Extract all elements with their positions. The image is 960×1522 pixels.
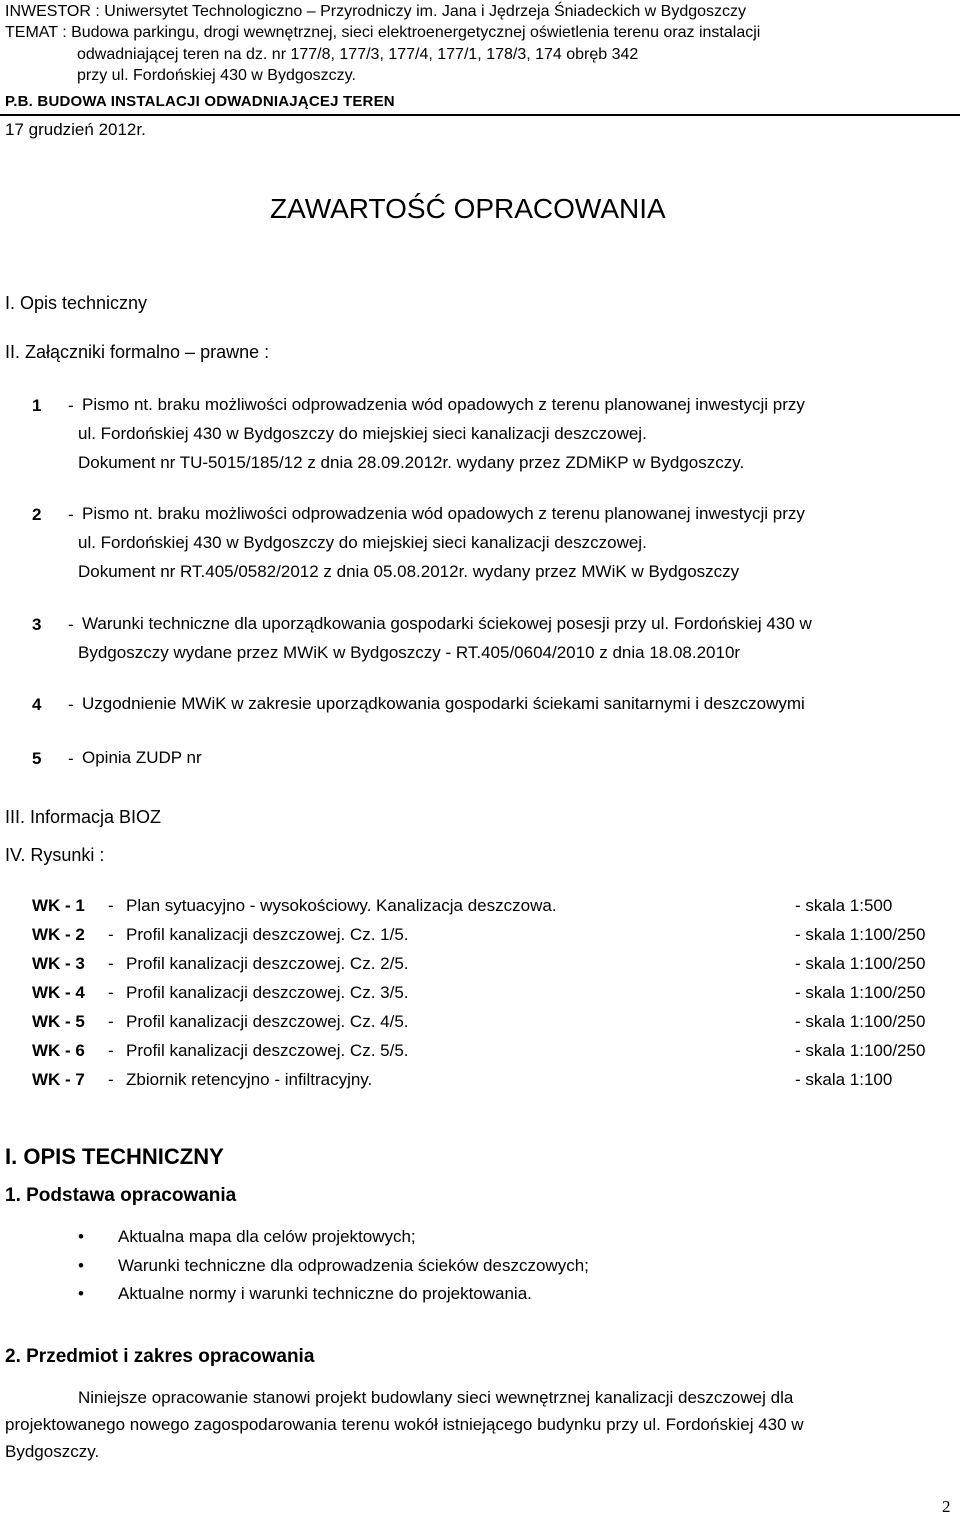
attachment-2-line-2: ul. Fordońskiej 430 w Bydgoszczy do miejskiej sieci kanalizacji deszczowej. <box>78 533 647 552</box>
drawing-description: Zbiornik retencyjno - infiltracyjny. <box>126 1070 373 1089</box>
subsection-przedmiot: 2. Przedmiot i zakres opracowania <box>5 1346 315 1367</box>
drawing-dash: - <box>108 925 114 944</box>
drawing-code: WK - 1 <box>32 896 85 915</box>
section-informacja-bioz: III. Informacja BIOZ <box>5 807 162 827</box>
attachment-number: 5 <box>32 749 42 768</box>
attachment-number: 2 <box>32 505 42 524</box>
drawing-scale: - skala 1:100/250 <box>795 1041 926 1060</box>
attachment-3-line-2: Bydgoszczy wydane przez MWiK w Bydgoszczy - RT.405/0604/2010 z dnia 18.08.2010r <box>78 643 741 662</box>
section-rysunki: IV. Rysunki : <box>5 845 105 865</box>
drawing-code: WK - 4 <box>32 983 85 1002</box>
section-opis-techniczny: I. Opis techniczny <box>5 293 148 313</box>
header-divider <box>0 114 960 116</box>
attachment-number: 4 <box>32 695 42 714</box>
section-zalaczniki: II. Załączniki formalno – prawne : <box>5 342 270 362</box>
drawing-scale: - skala 1:100/250 <box>795 1012 926 1031</box>
bullet-item: Aktualna mapa dla celów projektowych; <box>118 1227 416 1246</box>
paragraph-line-2: projektowanego nowego zagospodarowania terenu wokół istniejącego budynku przy ul. Fordońskiej 430 w <box>5 1415 804 1434</box>
header-temat-line-1: TEMAT : Budowa parkingu, drogi wewnętrznej, sieci elektroenergetycznej oświetlenia terenu oraz instalacji <box>5 24 761 41</box>
drawing-code: WK - 7 <box>32 1070 85 1089</box>
bullet-dot: • <box>78 1256 84 1275</box>
attachment-3-line-1: Warunki techniczne dla uporządkowania gospodarki ściekowej posesji przy ul. Fordońskiej 430 w <box>82 614 812 633</box>
drawing-scale: - skala 1:100/250 <box>795 983 926 1002</box>
drawing-dash: - <box>108 1012 114 1031</box>
attachment-number: 1 <box>32 396 42 415</box>
paragraph-line-1: Niniejsze opracowanie stanowi projekt budowlany sieci wewnętrznej kanalizacji deszczowej dla <box>78 1388 794 1407</box>
drawing-scale: - skala 1:500 <box>795 896 893 915</box>
drawing-description: Profil kanalizacji deszczowej. Cz. 5/5. <box>126 1041 409 1060</box>
drawing-description: Profil kanalizacji deszczowej. Cz. 1/5. <box>126 925 409 944</box>
attachment-5-line-1: Opinia ZUDP nr <box>82 748 202 767</box>
attachment-2-line-3: Dokument nr RT.405/0582/2012 z dnia 05.08.2012r. wydany przez MWiK w Bydgoszczy <box>78 562 740 581</box>
drawing-dash: - <box>108 983 114 1002</box>
drawing-scale: - skala 1:100 <box>795 1070 893 1089</box>
header-temat-line-2: odwadniającej teren na dz. nr 177/8, 177/3, 177/4, 177/1, 178/3, 174 obręb 342 <box>77 46 639 63</box>
drawing-code: WK - 3 <box>32 954 85 973</box>
paragraph-line-3: Bydgoszczy. <box>5 1442 100 1461</box>
drawing-dash: - <box>108 896 114 915</box>
bullet-item: Aktualne normy i warunki techniczne do projektowania. <box>118 1284 532 1303</box>
attachment-dash: - <box>68 505 74 524</box>
drawing-code: WK - 2 <box>32 925 85 944</box>
drawing-description: Profil kanalizacji deszczowej. Cz. 2/5. <box>126 954 409 973</box>
attachment-dash: - <box>68 695 74 714</box>
drawing-dash: - <box>108 1070 114 1089</box>
page-number: 2 <box>942 1497 951 1516</box>
drawing-description: Plan sytuacyjno - wysokościowy. Kanalizacja deszczowa. <box>126 896 557 915</box>
attachment-1-line-2: ul. Fordońskiej 430 w Bydgoszczy do miejskiej sieci kanalizacji deszczowej. <box>78 424 647 443</box>
drawing-code: WK - 5 <box>32 1012 85 1031</box>
bullet-dot: • <box>78 1284 84 1303</box>
header-branch: P.B. BUDOWA INSTALACJI ODWADNIAJĄCEJ TEREN <box>5 93 395 110</box>
attachment-dash: - <box>68 749 74 768</box>
attachment-4-line-1: Uzgodnienie MWiK w zakresie uporządkowania gospodarki ściekami sanitarnymi i deszczowymi <box>82 694 805 713</box>
drawing-description: Profil kanalizacji deszczowej. Cz. 4/5. <box>126 1012 409 1031</box>
header-temat-line-3: przy ul. Fordońskiej 430 w Bydgoszczy. <box>77 67 356 84</box>
attachment-dash: - <box>68 615 74 634</box>
document-title: ZAWARTOŚĆ OPRACOWANIA <box>270 193 666 224</box>
drawing-code: WK - 6 <box>32 1041 85 1060</box>
drawing-scale: - skala 1:100/250 <box>795 925 926 944</box>
drawing-dash: - <box>108 1041 114 1060</box>
drawing-description: Profil kanalizacji deszczowej. Cz. 3/5. <box>126 983 409 1002</box>
attachment-1-line-3: Dokument nr TU-5015/185/12 z dnia 28.09.2012r. wydany przez ZDMiKP w Bydgoszczy. <box>78 453 745 472</box>
attachment-2-line-1: Pismo nt. braku możliwości odprowadzenia wód opadowych z terenu planowanej inwestycji przy <box>82 504 805 523</box>
attachment-number: 3 <box>32 615 42 634</box>
drawing-dash: - <box>108 954 114 973</box>
header-date: 17 grudzień 2012r. <box>5 120 146 139</box>
bullet-dot: • <box>78 1227 84 1246</box>
opis-heading: I. OPIS TECHNICZNY <box>5 1144 224 1169</box>
attachment-dash: - <box>68 396 74 415</box>
bullet-item: Warunki techniczne dla odprowadzenia ścieków deszczowych; <box>118 1256 589 1275</box>
subsection-podstawa: 1. Podstawa opracowania <box>5 1185 237 1206</box>
drawing-scale: - skala 1:100/250 <box>795 954 926 973</box>
header-investor: INWESTOR : Uniwersytet Technologiczno – Przyrodniczy im. Jana i Jędrzeja Śniadeckich w Bydgoszczy <box>5 3 747 20</box>
attachment-1-line-1: Pismo nt. braku możliwości odprowadzenia wód opadowych z terenu planowanej inwestycji przy <box>82 395 805 414</box>
